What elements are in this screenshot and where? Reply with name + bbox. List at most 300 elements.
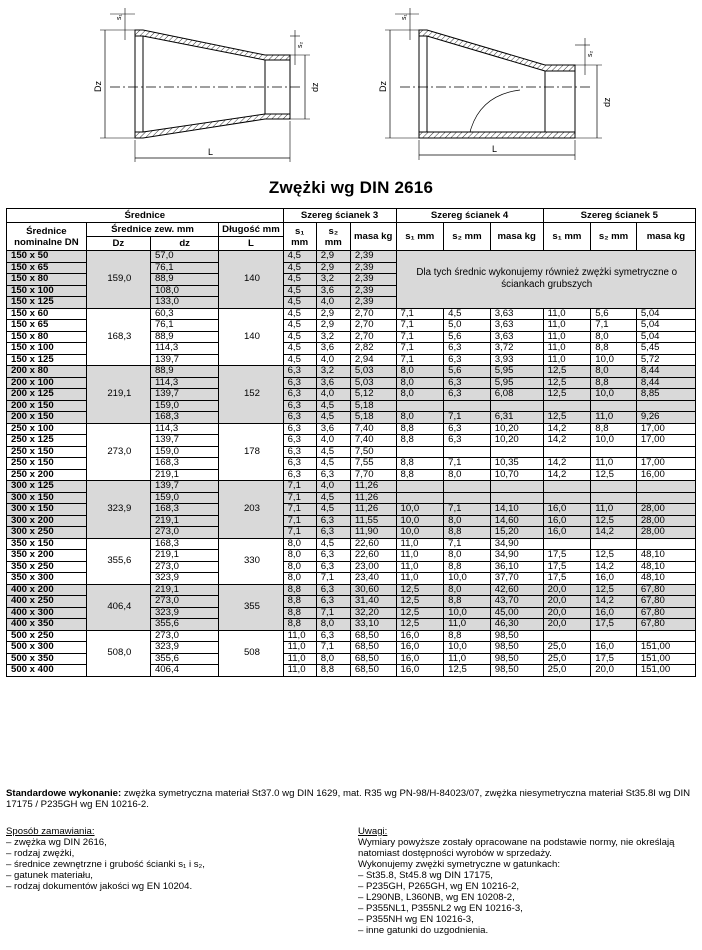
cell-masa-5: 5,04 [636,308,695,320]
cell-s1-3: 11,0 [283,630,316,642]
cell-dz: 168,3 [150,412,218,424]
cell-dz: 219,1 [150,515,218,527]
cell-dz: 168,3 [150,458,218,470]
cell-s1-4: 8,8 [396,435,444,447]
cell-s1-4: 16,0 [396,630,444,642]
cell-s1-4: 7,1 [396,343,444,355]
reducer-spec-table [6,208,696,677]
cell-s1-3: 7,1 [283,527,316,539]
cell-masa-3: 68,50 [350,630,396,642]
cell-s2-4: 6,3 [444,343,491,355]
cell-s2-5: 10,0 [591,435,637,447]
cell-s2-4: 12,5 [444,665,491,677]
cell-masa-4: 6,08 [490,389,543,401]
cell-L: 330 [219,538,283,584]
cell-dn: 300 x 150 [7,504,87,516]
cell-masa-5 [636,492,695,504]
cell-masa-3: 2,70 [350,331,396,343]
header-szereg-4: Szereg ścianek 4 [396,209,543,223]
cell-dn: 250 x 200 [7,469,87,481]
cell-s1-4: 10,0 [396,515,444,527]
table-row [7,366,696,378]
cell-dn: 350 x 250 [7,561,87,573]
cell-s1-5: 16,0 [543,527,591,539]
cell-L: 508 [219,630,283,676]
cell-masa-3: 7,50 [350,446,396,458]
cell-masa-4: 5,95 [490,366,543,378]
cell-dn: 150 x 125 [7,354,87,366]
cell-masa-5 [636,446,695,458]
cell-dz: 88,9 [150,274,218,286]
cell-s1-3: 7,1 [283,492,316,504]
cell-s2-5: 11,0 [591,504,637,516]
cell-s2-5 [591,481,637,493]
cell-s1-4 [396,400,444,412]
cell-s1-5: 12,5 [543,412,591,424]
cell-s1-5: 11,0 [543,331,591,343]
cell-s1-4: 8,8 [396,469,444,481]
cell-s2-4: 8,8 [444,527,491,539]
cell-masa-4 [490,400,543,412]
cell-masa-4: 10,35 [490,458,543,470]
cell-dn: 350 x 150 [7,538,87,550]
cell-s1-4 [396,446,444,458]
cell-s2-4: 6,3 [444,389,491,401]
cell-L: 178 [219,423,283,481]
cell-dz: 159,0 [150,492,218,504]
cell-s1-3: 8,0 [283,561,316,573]
cell-dn: 500 x 400 [7,665,87,677]
cell-s2-5: 11,0 [591,458,637,470]
cell-masa-5: 16,00 [636,469,695,481]
cell-masa-4: 98,50 [490,630,543,642]
cell-masa-5: 67,80 [636,619,695,631]
cell-masa-5 [636,630,695,642]
cell-dn: 500 x 350 [7,653,87,665]
cell-s1-5: 14,2 [543,458,591,470]
cell-dn: 200 x 100 [7,377,87,389]
remarks-heading: Uwagi: [358,826,388,837]
cell-s1-3: 6,3 [283,389,316,401]
cell-s2-3: 2,9 [316,251,350,263]
cell-s1-4: 11,0 [396,550,444,562]
cell-L: 140 [219,251,283,309]
cell-s1-3: 7,1 [283,504,316,516]
cell-s1-5: 20,0 [543,596,591,608]
cell-dz: 88,9 [150,366,218,378]
cell-s1-3: 11,0 [283,665,316,677]
cell-L: 140 [219,308,283,366]
cell-masa-4: 10,20 [490,435,543,447]
cell-s2-5: 5,6 [591,308,637,320]
cell-dn: 150 x 50 [7,251,87,263]
cell-s1-3: 4,5 [283,320,316,332]
cell-dz: 355,6 [150,619,218,631]
cell-s2-5: 12,5 [591,584,637,596]
header-L: L [219,237,283,251]
cell-masa-5 [636,538,695,550]
cell-masa-3: 11,26 [350,504,396,516]
cell-s2-4: 7,1 [444,412,491,424]
cell-s1-5: 17,5 [543,573,591,585]
cell-masa-3: 7,70 [350,469,396,481]
cell-s1-5: 14,2 [543,423,591,435]
cell-s1-5: 20,0 [543,607,591,619]
header-s2-3: s₂ mm [316,223,350,251]
cell-s1-5: 11,0 [543,354,591,366]
standard-label: Standardowe wykonanie: [6,788,122,799]
cell-dn: 200 x 80 [7,366,87,378]
cell-s1-3: 6,3 [283,435,316,447]
cell-masa-3: 33,10 [350,619,396,631]
cell-s1-3: 7,1 [283,515,316,527]
standard-execution [6,788,696,810]
cell-s1-5: 12,5 [543,389,591,401]
cell-dn: 250 x 150 [7,446,87,458]
cell-s1-4: 8,0 [396,366,444,378]
cell-dn: 150 x 65 [7,320,87,332]
cell-s1-4: 11,0 [396,538,444,550]
cell-dn: 500 x 300 [7,642,87,654]
cell-dn: 400 x 350 [7,619,87,631]
label-Dz: Dz [93,81,103,92]
cell-s2-3: 3,6 [316,377,350,389]
cell-s2-3: 3,2 [316,331,350,343]
cell-s2-5: 8,8 [591,377,637,389]
cell-s2-5: 20,0 [591,665,637,677]
order-item: – gatunek materiału, [6,870,336,881]
cell-dz: 219,1 [150,584,218,596]
cell-masa-3: 7,55 [350,458,396,470]
cell-s2-3: 6,3 [316,515,350,527]
cell-L: 355 [219,584,283,630]
header-masa-5: masa kg [636,223,695,251]
cell-dn: 200 x 150 [7,400,87,412]
order-item: – zwężka wg DIN 2616, [6,837,336,848]
cell-masa-3: 32,20 [350,607,396,619]
cell-s2-4: 5,6 [444,366,491,378]
cell-s2-5: 12,5 [591,515,637,527]
standard-text: zwężka symetryczna materiał St37.0 wg DIN 1629, mat. R35 wg PN-98/H-84023/07, zwężka niesymetryczna materiał St35.8I wg DIN 17175 / P235GH wg EN 10216-2. [6,788,691,810]
cell-dz: 323,9 [150,642,218,654]
cell-s2-3: 8,0 [316,653,350,665]
cell-s2-4: 6,3 [444,423,491,435]
cell-dn: 400 x 250 [7,596,87,608]
cell-dz: 88,9 [150,331,218,343]
cell-masa-5: 151,00 [636,642,695,654]
cell-masa-5: 28,00 [636,527,695,539]
cell-s1-4: 16,0 [396,653,444,665]
cell-dz: 114,3 [150,423,218,435]
remarks-item: – St35.8, St45.8 wg DIN 17175, [358,870,698,881]
cell-s2-3: 4,0 [316,481,350,493]
cell-s2-3: 8,0 [316,619,350,631]
cell-s1-5 [543,630,591,642]
cell-dz: 273,0 [150,630,218,642]
cell-s1-4: 16,0 [396,665,444,677]
cell-s2-4: 5,0 [444,320,491,332]
cell-s2-3: 7,1 [316,607,350,619]
cell-masa-4: 3,63 [490,308,543,320]
table-body [7,251,696,677]
remarks-item: – P235GH, P265GH, wg EN 10216-2, [358,881,698,892]
cell-dn: 150 x 100 [7,285,87,297]
cell-dn: 250 x 150 [7,458,87,470]
cell-Dz: 219,1 [86,366,150,424]
cell-masa-4: 14,10 [490,504,543,516]
cell-s2-3: 3,2 [316,366,350,378]
cell-s2-5: 8,0 [591,331,637,343]
cell-dz: 114,3 [150,377,218,389]
cell-dz: 168,3 [150,504,218,516]
cell-dz: 139,7 [150,435,218,447]
cell-s2-4: 6,3 [444,354,491,366]
cell-masa-4: 14,60 [490,515,543,527]
cell-masa-4: 45,00 [490,607,543,619]
cell-masa-3: 22,60 [350,550,396,562]
cell-masa-4: 15,20 [490,527,543,539]
cell-Dz: 273,0 [86,423,150,481]
header-dz: dz [150,237,218,251]
cell-Dz: 159,0 [86,251,150,309]
header-masa-4: masa kg [490,223,543,251]
cell-s2-4: 7,1 [444,504,491,516]
cell-s2-3: 3,6 [316,285,350,297]
cell-s2-4: 10,0 [444,573,491,585]
cell-masa-4 [490,481,543,493]
cell-s2-5: 16,0 [591,607,637,619]
cell-masa-4: 42,60 [490,584,543,596]
symmetric-reducer-drawing [100,8,310,162]
cell-masa-5: 67,80 [636,607,695,619]
cell-masa-3: 2,39 [350,274,396,286]
cell-masa-3: 31,40 [350,596,396,608]
label-dz: dz [310,82,320,92]
label-s2-2: s₂ [587,50,594,57]
cell-dn: 150 x 125 [7,297,87,309]
cell-s2-4 [444,492,491,504]
cell-s1-5: 20,0 [543,584,591,596]
cell-dz: 273,0 [150,596,218,608]
cell-masa-3: 11,26 [350,481,396,493]
cell-dn: 150 x 65 [7,262,87,274]
cell-masa-3: 68,50 [350,665,396,677]
table-row [7,308,696,320]
cell-dn: 350 x 300 [7,573,87,585]
cell-s1-4: 12,5 [396,596,444,608]
cell-dz: 159,0 [150,400,218,412]
remarks-text-2: Wykonujemy zwężki symetryczne w gatunkach: [358,859,560,870]
cell-dz: 139,7 [150,389,218,401]
cell-masa-4: 36,10 [490,561,543,573]
cell-masa-3: 2,70 [350,308,396,320]
header-dlugosc: Długość mm [219,223,283,237]
cell-s2-3: 6,3 [316,469,350,481]
cell-L: 152 [219,366,283,424]
cell-dn: 150 x 60 [7,308,87,320]
cell-s2-3: 6,3 [316,630,350,642]
cell-masa-5 [636,400,695,412]
note-thicker-walls: Dla tych średnic wykonujemy również zwężki symetryczne o ściankach grubszych [396,251,696,309]
cell-s1-4: 8,8 [396,423,444,435]
cell-s1-3: 8,8 [283,619,316,631]
cell-s1-3: 6,3 [283,377,316,389]
cell-masa-5: 48,10 [636,573,695,585]
cell-s2-5: 16,0 [591,573,637,585]
cell-s1-3: 4,5 [283,343,316,355]
ordering-section [6,826,336,892]
table-row [7,584,696,596]
cell-masa-5: 17,00 [636,458,695,470]
cell-masa-4 [490,446,543,458]
cell-masa-3: 5,03 [350,377,396,389]
cell-masa-4: 43,70 [490,596,543,608]
remarks-item: – L290NB, L360NB, wg EN 10208-2, [358,892,698,903]
cell-s1-3: 6,3 [283,412,316,424]
cell-dn: 150 x 80 [7,331,87,343]
cell-masa-4: 46,30 [490,619,543,631]
header-szereg-5: Szereg ścianek 5 [543,209,695,223]
cell-dn: 300 x 125 [7,481,87,493]
cell-dz: 133,0 [150,297,218,309]
cell-s1-4: 8,0 [396,377,444,389]
cell-dn: 150 x 80 [7,274,87,286]
cell-masa-5: 5,72 [636,354,695,366]
cell-masa-3: 2,39 [350,262,396,274]
cell-s2-5: 14,2 [591,561,637,573]
cell-s2-5 [591,492,637,504]
remarks-text-1: Wymiary powyższe zostały opracowane na podstawie normy, nie określają natomiast dostępności wyrobów w sprzedaży. [358,837,675,859]
cell-s2-3: 7,1 [316,573,350,585]
cell-masa-5: 17,00 [636,435,695,447]
cell-s2-5: 16,0 [591,642,637,654]
cell-Dz: 355,6 [86,538,150,584]
cell-s1-4: 12,5 [396,607,444,619]
cell-s2-5: 17,5 [591,619,637,631]
header-srednice: Średnice [7,209,284,223]
cell-s1-5: 25,0 [543,653,591,665]
cell-masa-3: 11,90 [350,527,396,539]
cell-dz: 406,4 [150,665,218,677]
cell-dz: 76,1 [150,262,218,274]
cell-dn: 200 x 125 [7,389,87,401]
table-row [7,481,696,493]
cell-s1-5: 16,0 [543,515,591,527]
cell-s2-5: 12,5 [591,550,637,562]
cell-s2-4: 4,5 [444,308,491,320]
cell-dz: 323,9 [150,573,218,585]
cell-s1-4: 10,0 [396,504,444,516]
remarks-item: – P355NL1, P355NL2 wg EN 10216-3, [358,903,698,914]
cell-s2-3: 4,0 [316,354,350,366]
cell-s2-5: 8,8 [591,343,637,355]
header-s1-4: s₁ mm [396,223,444,251]
cell-s1-3: 8,0 [283,538,316,550]
cell-masa-3: 68,50 [350,642,396,654]
cell-masa-4: 5,95 [490,377,543,389]
cell-masa-5: 8,44 [636,366,695,378]
cell-s1-5: 16,0 [543,504,591,516]
cell-s1-5 [543,400,591,412]
cell-s2-3: 4,5 [316,458,350,470]
cell-s2-4: 5,6 [444,331,491,343]
cell-dn: 250 x 100 [7,423,87,435]
cell-dz: 108,0 [150,285,218,297]
cell-masa-4: 3,93 [490,354,543,366]
cell-masa-4: 98,50 [490,653,543,665]
cell-s2-3: 4,5 [316,446,350,458]
cell-masa-4: 3,72 [490,343,543,355]
cell-s1-5 [543,446,591,458]
cell-s2-4: 11,0 [444,653,491,665]
cell-masa-3: 2,39 [350,285,396,297]
header-dn: Średnice nominalne DN [7,223,87,251]
header-masa-3: masa kg [350,223,396,251]
cell-s1-4: 7,1 [396,320,444,332]
cell-masa-3: 30,60 [350,584,396,596]
cell-s1-5: 11,0 [543,343,591,355]
cell-dz: 139,7 [150,354,218,366]
header-s1-3: s₁ mm [283,223,316,251]
cell-dn: 300 x 150 [7,492,87,504]
cell-masa-5: 17,00 [636,423,695,435]
cell-s2-4: 8,8 [444,630,491,642]
cell-s1-4: 8,0 [396,412,444,424]
cell-masa-3: 22,60 [350,538,396,550]
page-title: Zwężki wg DIN 2616 [268,178,434,197]
cell-s2-3: 4,0 [316,389,350,401]
cell-masa-5: 8,44 [636,377,695,389]
cell-s2-5 [591,446,637,458]
cell-masa-5: 67,80 [636,584,695,596]
cell-Dz: 406,4 [86,584,150,630]
cell-masa-5: 151,00 [636,653,695,665]
cell-s1-5: 20,0 [543,619,591,631]
label-Dz-2: Dz [378,81,388,92]
cell-s1-3: 4,5 [283,308,316,320]
cell-s1-5: 12,5 [543,377,591,389]
cell-s1-4: 7,1 [396,354,444,366]
cell-s2-5: 8,0 [591,366,637,378]
cell-masa-3: 68,50 [350,653,396,665]
cell-dz: 159,0 [150,446,218,458]
eccentric-reducer-drawing [385,8,602,160]
cell-s1-3: 6,3 [283,458,316,470]
cell-s1-3: 8,8 [283,607,316,619]
cell-s1-5: 14,2 [543,435,591,447]
cell-s1-5 [543,492,591,504]
cell-masa-5: 28,00 [636,504,695,516]
cell-masa-3: 2,39 [350,297,396,309]
cell-s1-4: 7,1 [396,308,444,320]
cell-dn: 400 x 200 [7,584,87,596]
cell-s2-3: 2,9 [316,262,350,274]
cell-s2-5: 8,8 [591,423,637,435]
cell-s2-4: 6,3 [444,377,491,389]
cell-s1-4: 12,5 [396,619,444,631]
header-s1-5: s₁ mm [543,223,591,251]
cell-s1-3: 6,3 [283,423,316,435]
cell-masa-3: 5,12 [350,389,396,401]
cell-s1-4: 16,0 [396,642,444,654]
label-s2: s₂ [297,41,304,48]
cell-masa-5: 5,04 [636,331,695,343]
cell-masa-4 [490,492,543,504]
cell-s2-3: 2,9 [316,308,350,320]
cell-masa-5: 8,85 [636,389,695,401]
cell-s2-5: 12,5 [591,469,637,481]
cell-masa-3: 5,18 [350,412,396,424]
